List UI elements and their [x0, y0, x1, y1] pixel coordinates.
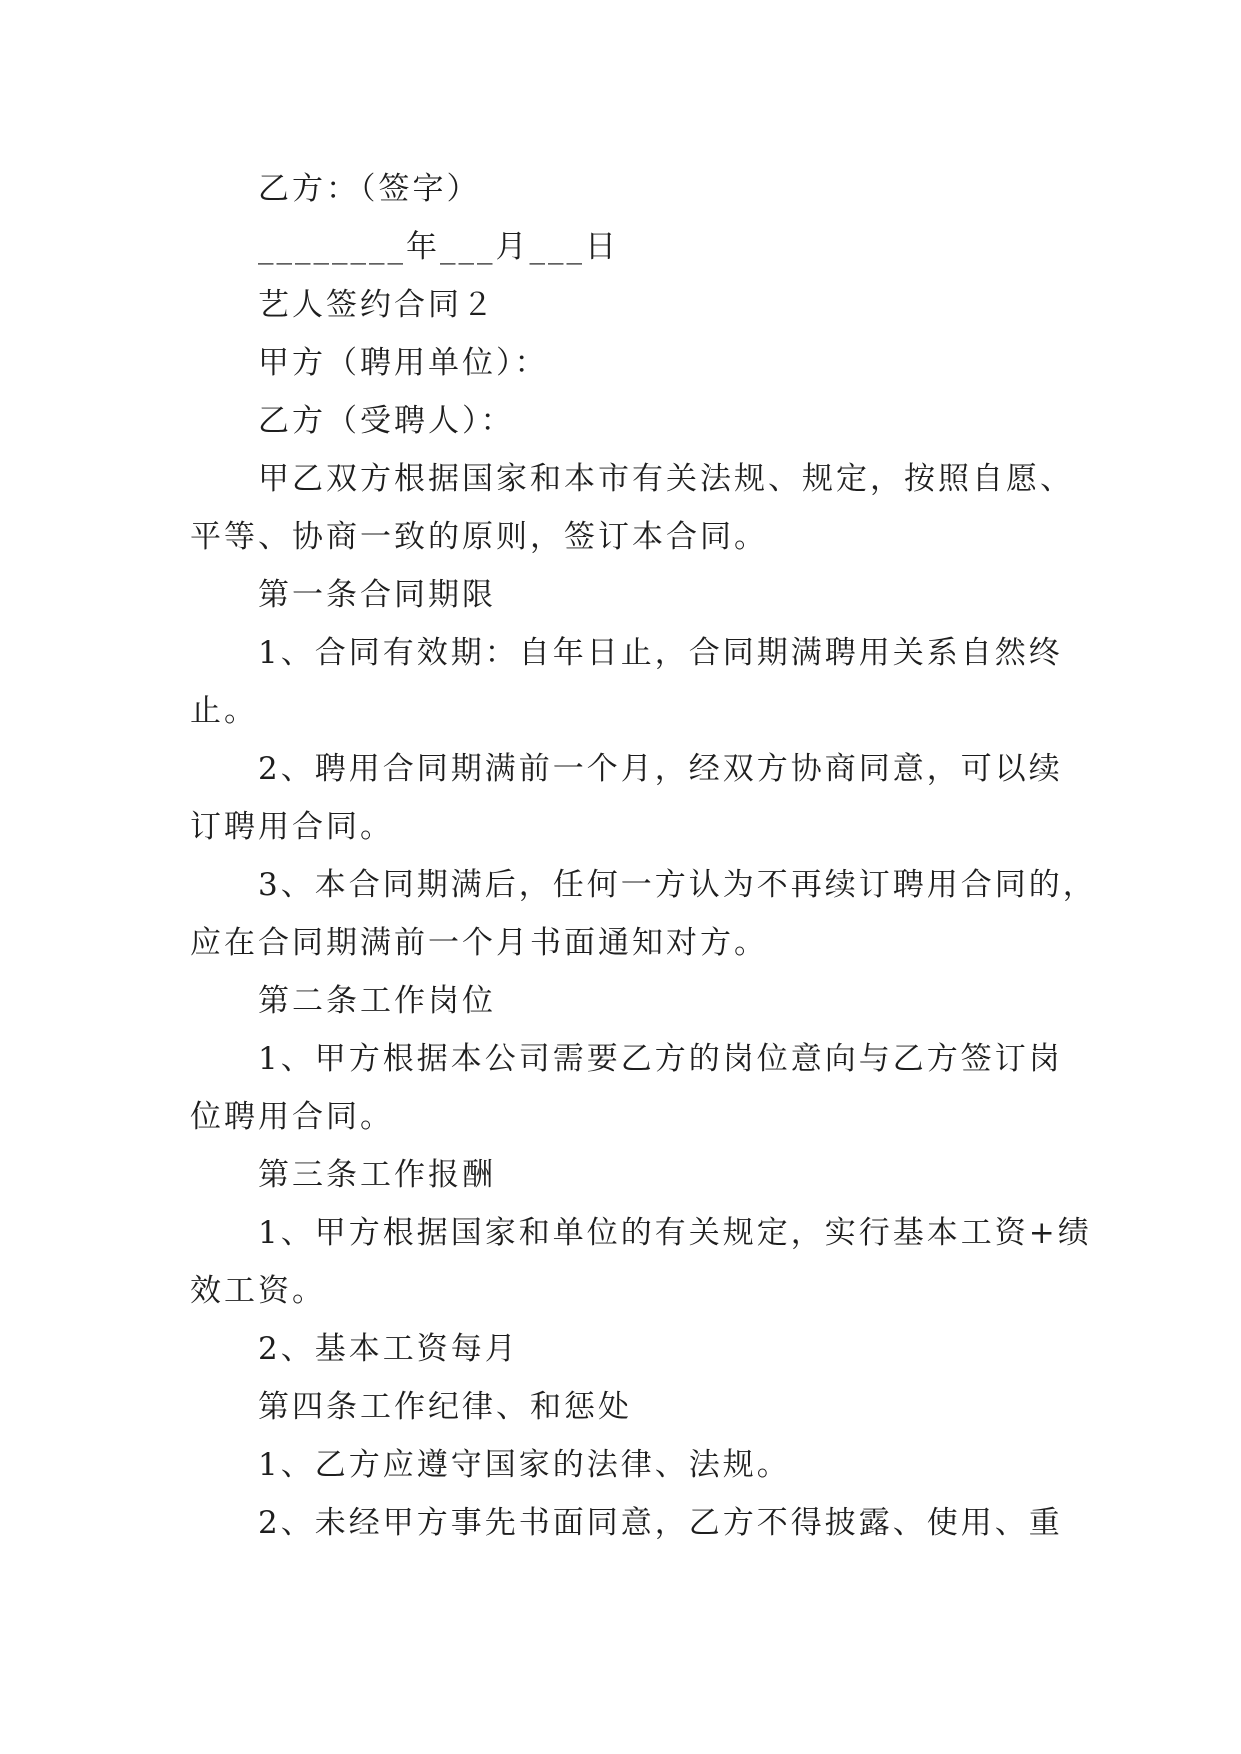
article-3-clause-1-line-2: 效工资。	[190, 1273, 326, 1309]
preamble-line-2: 平等、协商一致的原则，签订本合同。	[190, 519, 768, 555]
article-4-clause-1: 1、乙方应遵守国家的法律、法规。	[258, 1447, 791, 1483]
article-1-clause-3-line-2: 应在合同期满前一个月书面通知对方。	[190, 925, 768, 961]
article-3-clause-1-line-1: 1、甲方根据国家和单位的有关规定，实行基本工资+绩	[258, 1215, 1092, 1251]
preamble-line-1: 甲乙双方根据国家和本市有关法规、规定，按照自愿、	[258, 461, 1074, 497]
article-2-clause-1-line-2: 位聘用合同。	[190, 1099, 394, 1135]
document-page	[190, 160, 1097, 1552]
party-b-signature-line: 乙方：（签字）	[258, 171, 481, 207]
article-1-clause-2-line-1: 2、聘用合同期满前一个月，经双方协商同意，可以续	[258, 751, 1063, 787]
article-1-heading: 第一条合同期限	[258, 577, 496, 613]
article-1-clause-2-line-2: 订聘用合同。	[190, 809, 394, 845]
party-b-line: 乙方（受聘人）：	[258, 403, 515, 439]
contract-title: 艺人签约合同２	[258, 287, 496, 323]
article-4-heading: 第四条工作纪律、和惩处	[258, 1389, 632, 1425]
article-2-heading: 第二条工作岗位	[258, 983, 496, 1019]
article-1-clause-3-line-1: 3、本合同期满后，任何一方认为不再续订聘用合同的，	[258, 867, 1097, 903]
article-3-heading: 第三条工作报酬	[258, 1157, 496, 1193]
article-4-clause-2-line-1: 2、未经甲方事先书面同意，乙方不得披露、使用、重	[258, 1505, 1063, 1541]
article-3-clause-2: 2、基本工资每月	[258, 1331, 519, 1367]
date-line: ________年___月___日	[258, 229, 619, 265]
article-1-clause-1-line-1: 1、合同有效期：自年日止，合同期满聘用关系自然终	[258, 635, 1063, 671]
article-2-clause-1-line-1: 1、甲方根据本公司需要乙方的岗位意向与乙方签订岗	[258, 1041, 1063, 1077]
article-1-clause-1-line-2: 止。	[190, 693, 258, 729]
party-a-line: 甲方（聘用单位）：	[258, 345, 549, 381]
